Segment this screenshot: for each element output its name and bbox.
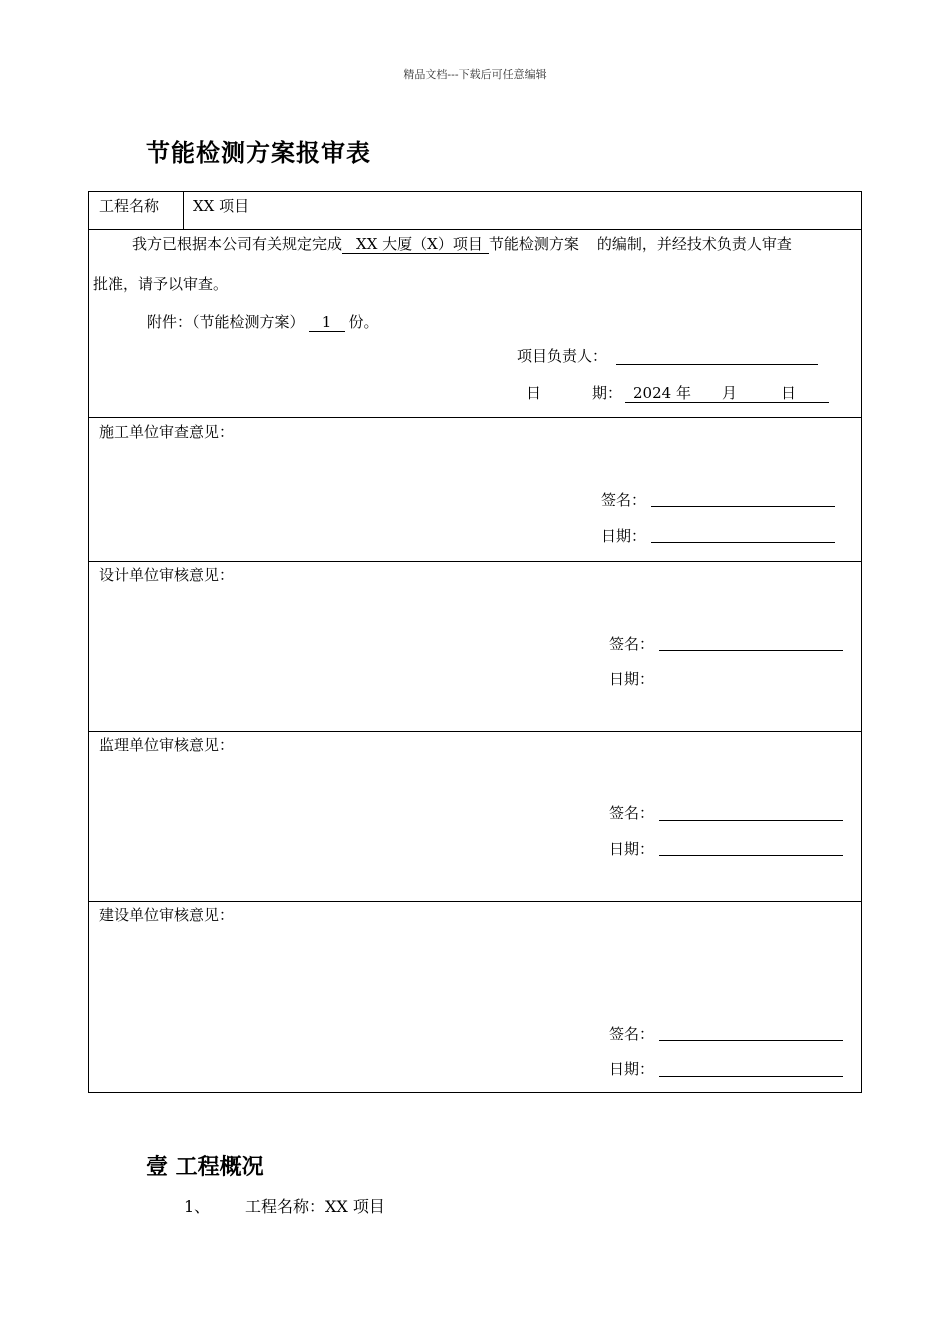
statement-line2: 批准，请予以审查。 xyxy=(93,275,229,293)
project-name-value: XX 项目 xyxy=(193,197,250,215)
section-heading: 壹 工程概况 xyxy=(146,1155,264,1180)
construction-sign-label: 签名： xyxy=(601,491,647,509)
owner-sign-label: 签名： xyxy=(609,1025,655,1043)
construction-opinion-heading: 施工单位审查意见： xyxy=(99,423,235,441)
row-divider xyxy=(89,901,861,902)
design-sign-label: 签名： xyxy=(609,635,655,653)
design-date-label: 日期： xyxy=(609,670,655,688)
construction-date-label: 日期： xyxy=(601,527,647,545)
statement-text xyxy=(132,235,792,254)
supervision-sign-label: 签名： xyxy=(609,804,655,822)
date-label-2: 期： xyxy=(592,384,623,402)
owner-sign-line xyxy=(659,1040,843,1041)
date-day: 日 xyxy=(781,384,797,402)
design-opinion-heading: 设计单位审核意见： xyxy=(99,566,235,584)
row-divider xyxy=(89,731,861,732)
attachment-count: 1 xyxy=(309,313,345,332)
header-note: 精品文档---下载后可任意编辑 xyxy=(403,68,547,81)
statement-project: XX 大厦（X）项目 xyxy=(342,235,489,254)
owner-date-label: 日期： xyxy=(609,1060,655,1078)
statement-plan: 节能检测方案 xyxy=(488,235,579,253)
owner-date-line xyxy=(659,1076,843,1077)
construction-sign-line xyxy=(651,506,835,507)
supervision-sign-line xyxy=(659,820,843,821)
row-divider xyxy=(89,561,861,562)
row-divider xyxy=(89,417,861,418)
construction-date-line xyxy=(651,542,835,543)
attachment-label: 附件：（节能检测方案） xyxy=(147,313,305,331)
attachment-unit: 份。 xyxy=(348,313,379,331)
project-name-label: 工程名称 xyxy=(99,197,160,215)
page-title: 节能检测方案报审表 xyxy=(146,139,371,167)
item1-text: 工程名称：XX 项目 xyxy=(245,1197,385,1216)
date-year: 2024 年 xyxy=(633,384,691,402)
date-value xyxy=(625,384,829,407)
date-month: 月 xyxy=(722,384,738,402)
statement-prefix: 我方已根据本公司有关规定完成 xyxy=(132,235,343,253)
statement-suffix: 的编制，并经技术负责人审查 xyxy=(596,235,792,253)
manager-label: 项目负责人： xyxy=(517,347,608,365)
date-label-1: 日 xyxy=(526,384,542,402)
column-divider xyxy=(183,192,184,229)
supervision-opinion-heading: 监理单位审核意见： xyxy=(99,736,235,754)
design-sign-line xyxy=(659,650,843,651)
supervision-date-label: 日期： xyxy=(609,840,655,858)
row-divider xyxy=(89,229,861,230)
item1-number: 1、 xyxy=(184,1197,211,1216)
owner-opinion-heading: 建设单位审核意见： xyxy=(99,906,235,924)
approval-form xyxy=(88,191,862,1093)
supervision-date-line xyxy=(659,855,843,856)
attachment-line xyxy=(147,313,379,332)
manager-signature-line xyxy=(616,364,818,365)
